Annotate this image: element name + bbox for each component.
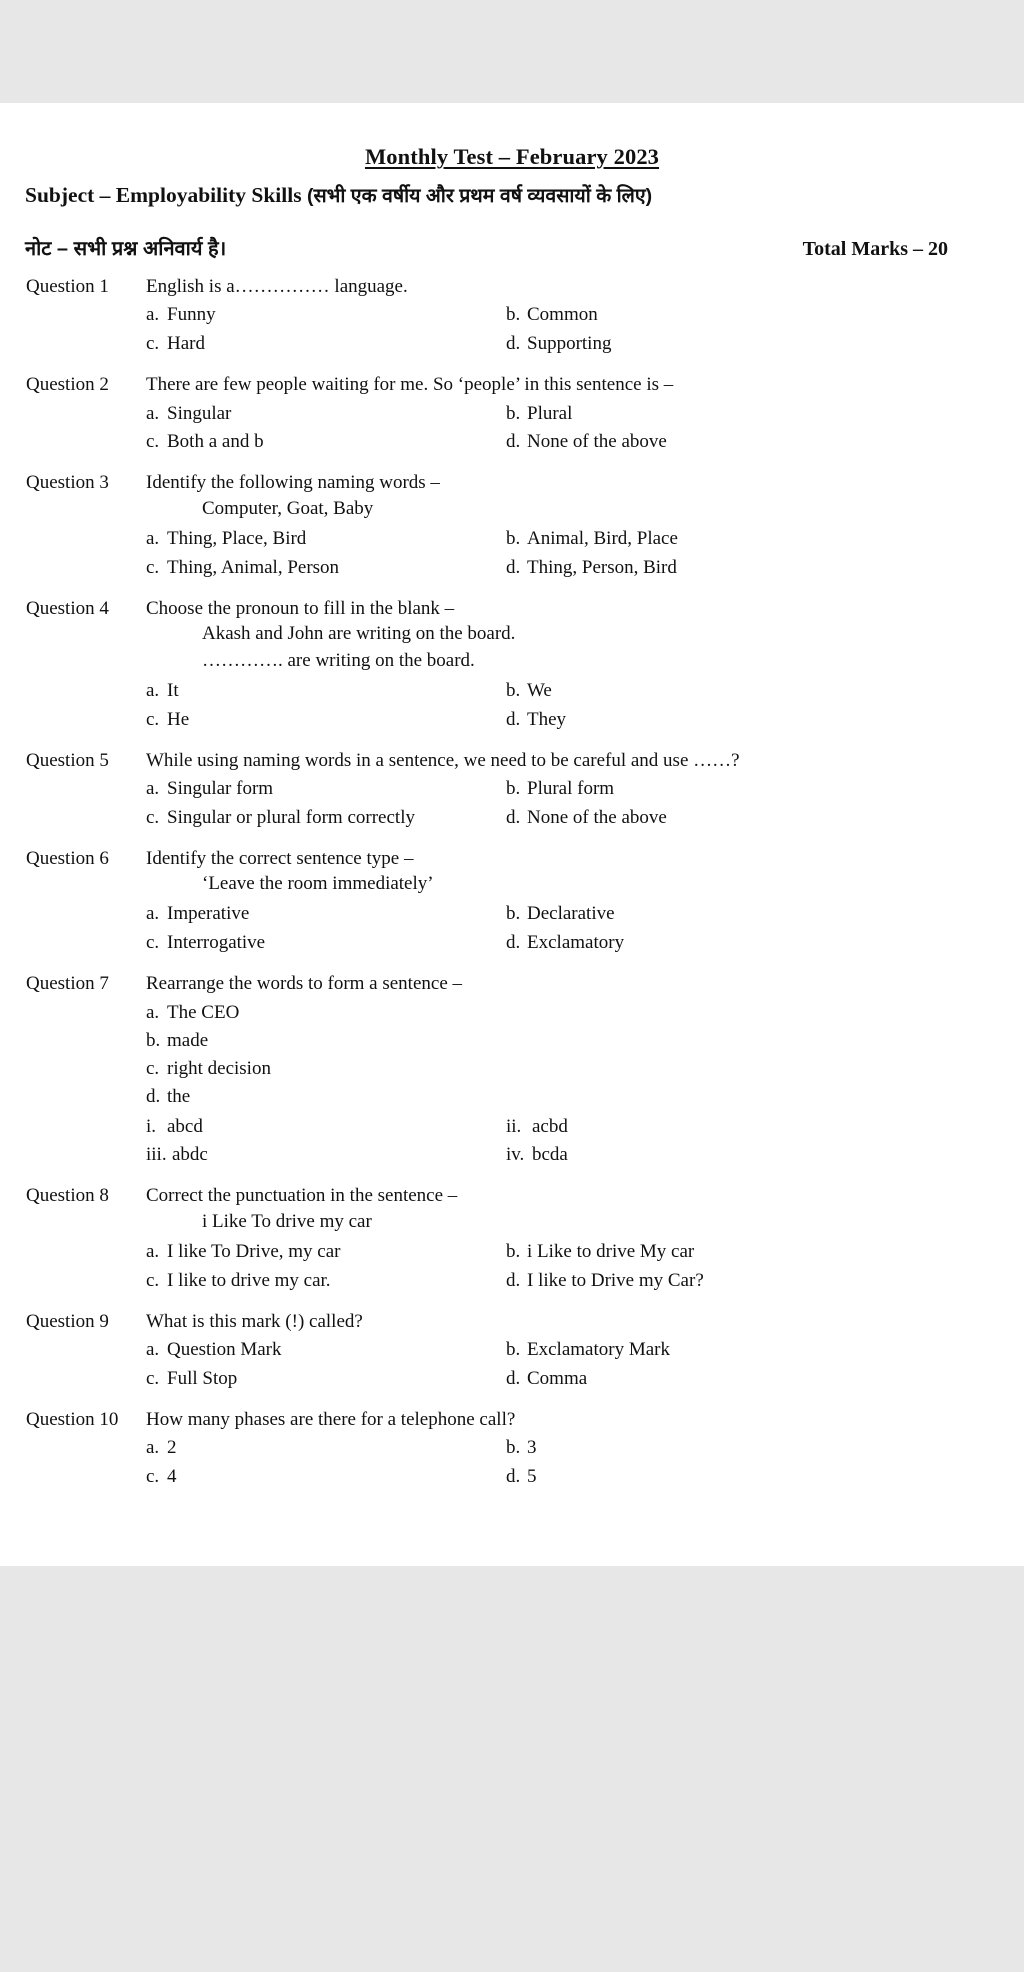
option-label: i Like to drive My car xyxy=(527,1240,695,1262)
option-d[interactable] xyxy=(506,429,1000,456)
option-grid xyxy=(146,1337,1000,1393)
option-ii[interactable] xyxy=(506,1114,1000,1141)
option-b[interactable] xyxy=(506,526,1000,553)
option-d[interactable] xyxy=(146,1084,1000,1111)
option-b[interactable] xyxy=(146,1028,1000,1055)
question-text: Rearrange the words to form a sentence – xyxy=(146,973,463,995)
option-c[interactable] xyxy=(146,930,506,957)
option-marker: b. xyxy=(506,1240,521,1262)
option-label: Singular form xyxy=(167,778,274,800)
option-d[interactable] xyxy=(506,707,1000,734)
option-label: Hard xyxy=(167,333,205,355)
option-label: 3 xyxy=(527,1437,537,1459)
option-label: Declarative xyxy=(527,903,615,925)
option-label: 4 xyxy=(167,1466,177,1488)
question-number: Question 2 xyxy=(26,374,109,396)
option-label: Imperative xyxy=(167,903,250,925)
option-marker: d. xyxy=(146,1085,161,1107)
option-a[interactable] xyxy=(146,1337,506,1364)
option-marker: b. xyxy=(506,527,521,549)
option-marker: d. xyxy=(506,431,521,453)
option-marker: c. xyxy=(146,556,160,578)
question-head xyxy=(24,471,1000,495)
questions-container xyxy=(24,275,1000,1491)
bottom-gutter xyxy=(0,1566,1024,1972)
option-marker: c. xyxy=(146,431,160,453)
option-marker: b. xyxy=(506,903,521,925)
option-b[interactable] xyxy=(506,678,1000,705)
stacked-option-list xyxy=(146,1000,1000,1111)
option-label: Thing, Person, Bird xyxy=(527,556,677,578)
question-block xyxy=(24,847,1000,957)
option-marker: i. xyxy=(146,1115,157,1137)
option-marker: d. xyxy=(506,1466,521,1488)
question-text: Identify the correct sentence type – xyxy=(146,848,414,870)
option-c[interactable] xyxy=(146,805,506,832)
option-label: I like to Drive my Car? xyxy=(527,1269,704,1291)
option-a[interactable] xyxy=(146,526,506,553)
subject-line xyxy=(25,182,1000,210)
option-label: The CEO xyxy=(167,1001,240,1023)
option-marker: d. xyxy=(506,1269,521,1291)
option-label: None of the above xyxy=(527,431,667,453)
option-marker: b. xyxy=(506,778,521,800)
option-label: 5 xyxy=(527,1466,537,1488)
option-grid xyxy=(146,678,1000,734)
option-label: It xyxy=(167,679,179,701)
option-label: He xyxy=(167,708,190,730)
option-a[interactable] xyxy=(146,302,506,329)
question-text: While using naming words in a sentence, we need to be careful and use ……? xyxy=(146,749,740,771)
option-label: Full Stop xyxy=(167,1367,238,1389)
option-d[interactable] xyxy=(506,930,1000,957)
question-block xyxy=(24,471,1000,581)
note-text: नोट – सभी प्रश्न अनिवार्य है। xyxy=(25,237,227,260)
option-label: Both a and b xyxy=(167,431,264,453)
option-label: 2 xyxy=(167,1437,177,1459)
option-marker: c. xyxy=(146,708,160,730)
option-c[interactable] xyxy=(146,429,506,456)
question-head xyxy=(24,1408,1000,1432)
option-marker: c. xyxy=(146,1466,160,1488)
option-iv[interactable] xyxy=(506,1142,1000,1169)
subject-label: Subject – Employability Skills xyxy=(25,183,302,207)
option-grid xyxy=(146,302,1000,358)
option-label: Funny xyxy=(167,304,216,326)
option-a[interactable] xyxy=(146,678,506,705)
option-a[interactable] xyxy=(146,1000,1000,1027)
question-subtext: ‘Leave the room immediately’ xyxy=(202,873,434,895)
option-marker: a. xyxy=(146,679,160,701)
option-marker: b. xyxy=(506,304,521,326)
total-marks: Total Marks – 20 xyxy=(802,237,948,260)
option-c[interactable] xyxy=(146,1268,506,1295)
option-marker: b. xyxy=(506,1338,521,1360)
option-a[interactable] xyxy=(146,901,506,928)
document-paper xyxy=(0,103,1024,1566)
option-label: Question Mark xyxy=(167,1338,282,1360)
question-number: Question 1 xyxy=(26,275,109,297)
option-label: Singular xyxy=(167,402,232,424)
question-block xyxy=(24,1184,1000,1294)
option-a[interactable] xyxy=(146,1435,506,1462)
question-head xyxy=(24,373,1000,397)
option-label: the xyxy=(167,1085,191,1107)
option-marker: iv. xyxy=(506,1144,525,1166)
option-label: None of the above xyxy=(527,807,667,829)
option-label: We xyxy=(527,679,552,701)
question-text: What is this mark (!) called? xyxy=(146,1310,363,1332)
question-head xyxy=(24,972,1000,996)
question-block xyxy=(24,972,1000,1169)
option-grid xyxy=(146,901,1000,957)
option-label: Thing, Animal, Person xyxy=(167,556,340,578)
option-b[interactable] xyxy=(506,901,1000,928)
option-marker: a. xyxy=(146,304,160,326)
option-marker: b. xyxy=(506,1437,521,1459)
option-marker: b. xyxy=(146,1029,161,1051)
top-gutter xyxy=(0,0,1024,103)
option-label: abcd xyxy=(167,1115,203,1137)
question-subtext: Computer, Goat, Baby xyxy=(202,497,374,519)
option-grid xyxy=(146,526,1000,582)
option-label: Singular or plural form correctly xyxy=(167,807,415,829)
option-marker: b. xyxy=(506,679,521,701)
question-block xyxy=(24,373,1000,456)
option-d[interactable] xyxy=(506,805,1000,832)
question-subtext: i Like To drive my car xyxy=(202,1210,372,1232)
question-number: Question 5 xyxy=(26,749,109,771)
option-grid xyxy=(146,1239,1000,1295)
option-marker: c. xyxy=(146,1269,160,1291)
option-label: Interrogative xyxy=(167,932,266,954)
option-label: bcda xyxy=(532,1144,568,1166)
option-marker: a. xyxy=(146,402,160,424)
option-grid xyxy=(146,1435,1000,1491)
option-label: I like To Drive, my car xyxy=(167,1240,341,1262)
option-label: Plural form xyxy=(527,778,615,800)
option-d[interactable] xyxy=(506,331,1000,358)
question-head xyxy=(24,275,1000,299)
option-label: made xyxy=(167,1029,209,1051)
option-label: I like to drive my car. xyxy=(167,1269,331,1291)
question-head xyxy=(24,1310,1000,1334)
option-marker: a. xyxy=(146,527,160,549)
option-marker: b. xyxy=(506,402,521,424)
question-text: Identify the following naming words – xyxy=(146,472,440,494)
option-c[interactable] xyxy=(146,331,506,358)
question-block xyxy=(24,1408,1000,1491)
question-number: Question 10 xyxy=(26,1408,119,1430)
question-block xyxy=(24,1310,1000,1393)
option-iii[interactable] xyxy=(146,1142,506,1169)
option-label: abdc xyxy=(172,1144,208,1166)
question-head xyxy=(24,597,1000,621)
option-marker: a. xyxy=(146,1240,160,1262)
option-marker: d. xyxy=(506,556,521,578)
option-marker: a. xyxy=(146,1437,160,1459)
option-b[interactable] xyxy=(506,1239,1000,1266)
question-number: Question 7 xyxy=(26,973,109,995)
option-b[interactable] xyxy=(506,302,1000,329)
option-marker: c. xyxy=(146,1367,160,1389)
option-label: Supporting xyxy=(527,333,612,355)
question-head xyxy=(24,1184,1000,1208)
question-number: Question 3 xyxy=(26,472,109,494)
option-d[interactable] xyxy=(506,1268,1000,1295)
option-marker: c. xyxy=(146,932,160,954)
question-text: Choose the pronoun to fill in the blank – xyxy=(146,597,455,619)
option-marker: d. xyxy=(506,1367,521,1389)
page-title-text: Monthly Test – February 2023 xyxy=(364,144,660,169)
option-d[interactable] xyxy=(506,1464,1000,1491)
note-row xyxy=(25,234,1000,261)
question-text: There are few people waiting for me. So ‘people’ in this sentence is – xyxy=(146,374,674,396)
option-marker: a. xyxy=(146,1338,160,1360)
question-text: English is a…………… language. xyxy=(146,275,408,297)
roman-option-grid xyxy=(146,1114,1000,1170)
option-a[interactable] xyxy=(146,401,506,428)
option-marker: d. xyxy=(506,932,521,954)
question-block xyxy=(24,597,1000,734)
option-grid xyxy=(146,401,1000,457)
option-c[interactable] xyxy=(146,1366,506,1393)
option-label: acbd xyxy=(532,1115,568,1137)
option-marker: iii. xyxy=(146,1144,167,1166)
option-c[interactable] xyxy=(146,1056,1000,1083)
question-head xyxy=(24,847,1000,871)
option-marker: a. xyxy=(146,778,160,800)
option-a[interactable] xyxy=(146,776,506,803)
option-c[interactable] xyxy=(146,707,506,734)
option-marker: a. xyxy=(146,903,160,925)
option-marker: d. xyxy=(506,807,521,829)
option-marker: c. xyxy=(146,807,160,829)
option-c[interactable] xyxy=(146,555,506,582)
option-label: Comma xyxy=(527,1367,588,1389)
question-number: Question 6 xyxy=(26,848,109,870)
option-label: Common xyxy=(527,304,598,326)
option-label: They xyxy=(527,708,567,730)
question-number: Question 4 xyxy=(26,597,109,619)
option-b[interactable] xyxy=(506,1337,1000,1364)
option-label: Plural xyxy=(527,402,573,424)
question-number: Question 9 xyxy=(26,1310,109,1332)
question-block xyxy=(24,275,1000,358)
option-marker: c. xyxy=(146,1057,160,1079)
question-subtext: …………. are writing on the board. xyxy=(202,649,475,671)
question-head xyxy=(24,749,1000,773)
option-grid xyxy=(146,776,1000,832)
option-d[interactable] xyxy=(506,555,1000,582)
option-marker: d. xyxy=(506,708,521,730)
option-label: Exclamatory Mark xyxy=(527,1338,670,1360)
option-b[interactable] xyxy=(506,1435,1000,1462)
option-label: right decision xyxy=(167,1057,271,1079)
question-text: How many phases are there for a telephone call? xyxy=(146,1408,516,1430)
option-label: Thing, Place, Bird xyxy=(167,527,307,549)
option-marker: c. xyxy=(146,333,160,355)
option-marker: a. xyxy=(146,1001,160,1023)
option-i[interactable] xyxy=(146,1114,506,1141)
option-c[interactable] xyxy=(146,1464,506,1491)
question-subtext: Akash and John are writing on the board. xyxy=(202,622,516,644)
option-a[interactable] xyxy=(146,1239,506,1266)
option-label: Animal, Bird, Place xyxy=(527,527,678,549)
option-marker: ii. xyxy=(506,1115,522,1137)
option-marker: d. xyxy=(506,333,521,355)
option-b[interactable] xyxy=(506,776,1000,803)
question-text: Correct the punctuation in the sentence – xyxy=(146,1185,458,1207)
option-d[interactable] xyxy=(506,1366,1000,1393)
page-title xyxy=(24,143,1000,170)
question-number: Question 8 xyxy=(26,1185,109,1207)
subject-hindi: (सभी एक वर्षीय और प्रथम वर्ष व्यवसायों के लिए) xyxy=(306,185,653,207)
option-b[interactable] xyxy=(506,401,1000,428)
option-label: Exclamatory xyxy=(527,932,625,954)
question-block xyxy=(24,749,1000,832)
